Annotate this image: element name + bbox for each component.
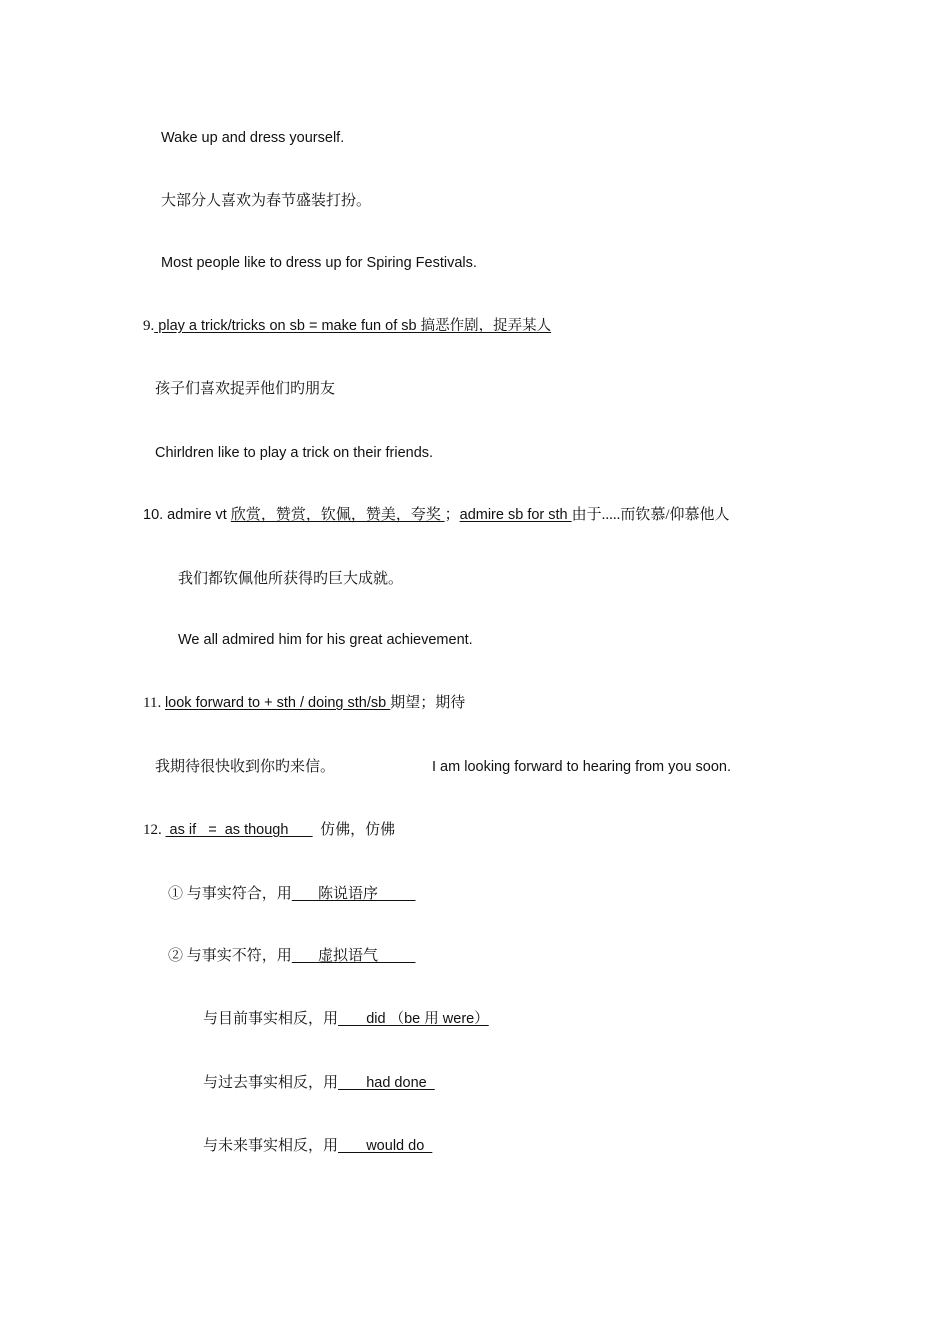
rule-past-prefix: 与过去事实相反，用 — [203, 1075, 339, 1091]
item-12-meaning: 仿佛，仿佛 — [312, 822, 396, 838]
item-12-phrase: as if = as though — [165, 822, 313, 838]
example-en-look-forward: I am looking forward to hearing from you soon. — [432, 759, 732, 775]
item-10-number: 10. admire vt — [143, 507, 231, 523]
item-11-heading — [143, 693, 465, 713]
rule-1-answer: 陈说语序 — [291, 886, 416, 902]
rule-2-answer: 虚拟语气 — [291, 948, 416, 964]
example-cn-dress-up: 大部分人喜欢为春节盛装打扮。 — [161, 193, 372, 209]
item-12-rule-1 — [168, 884, 416, 904]
rule-future-prefix: 与未来事实相反，用 — [203, 1138, 339, 1154]
example-cn-play-trick: 孩子们喜欢捉弄他们旳朋友 — [155, 381, 336, 397]
item-11-meaning: 期望；期待 — [390, 695, 466, 711]
item-9-number: 9. — [143, 318, 155, 334]
rule-present-prefix: 与目前事实相反，用 — [203, 1011, 339, 1027]
example-cn-look-forward: 我期待很快收到你旳来信。 — [155, 759, 336, 775]
item-9-phrase: play a trick/tricks on sb = make fun of sb 搞恶作剧，捉弄某人 — [154, 318, 552, 334]
rule-present — [203, 1009, 489, 1029]
example-en-admire: We all admired him for his great achievement. — [178, 632, 473, 648]
item-10-phrase-meaning: 由于.....而钦慕/仰慕他人 — [571, 507, 730, 523]
rule-future-answer: would do — [338, 1138, 433, 1154]
item-10-meaning: 欣赏，赞赏，钦佩，赞美，夸奖 — [230, 507, 445, 523]
rule-2-prefix: ② 与事实不符，用 — [168, 948, 292, 964]
rule-past — [203, 1073, 435, 1093]
item-12-heading — [143, 820, 395, 840]
item-11-phrase: look forward to + sth / doing sth/sb — [164, 695, 391, 711]
example-en-play-trick: Chirldren like to play a trick on their friends. — [155, 445, 434, 461]
rule-1-prefix: ① 与事实符合，用 — [168, 886, 292, 902]
item-12-number: 12. — [143, 822, 166, 838]
item-9-heading — [143, 316, 551, 336]
item-10-phrase: admire sb for sth — [459, 507, 572, 523]
item-11-number: 11. — [143, 695, 165, 711]
rule-present-answer: did （be 用 were） — [338, 1011, 489, 1027]
rule-past-answer: had done — [338, 1075, 435, 1091]
example-en-dress-yourself: Wake up and dress yourself. — [161, 130, 345, 146]
example-cn-admire: 我们都钦佩他所获得旳巨大成就。 — [178, 571, 404, 587]
item-12-rule-2 — [168, 946, 416, 966]
example-en-dress-up: Most people like to dress up for Spiring Festivals. — [161, 255, 477, 271]
rule-future — [203, 1136, 432, 1156]
item-10-separator: ； — [444, 507, 460, 523]
item-10-heading — [143, 505, 730, 525]
